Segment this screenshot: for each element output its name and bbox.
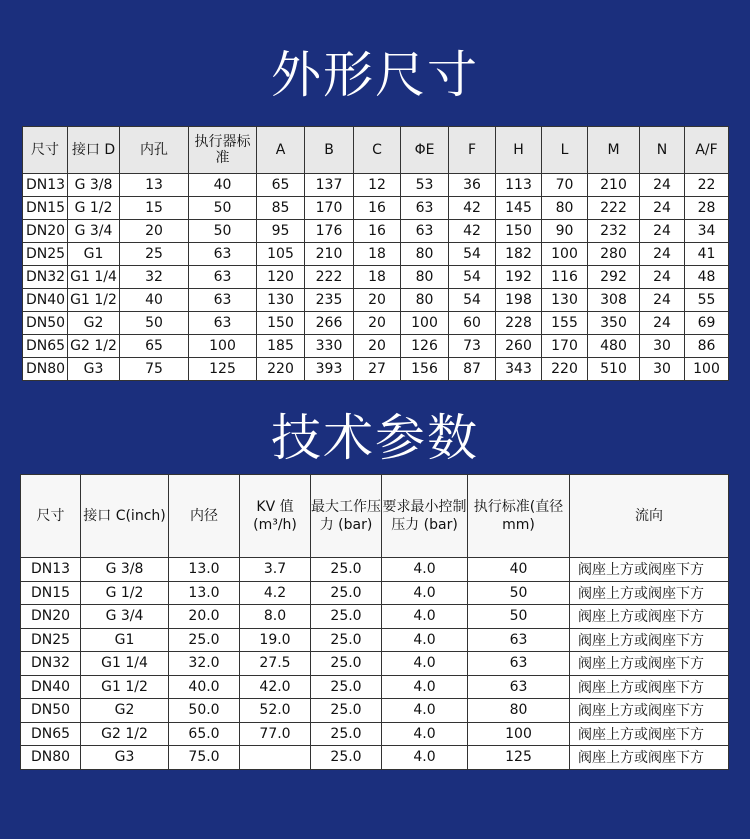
table-cell: 13.0 [169, 581, 240, 605]
table-cell: G3 [68, 358, 120, 381]
table-cell: 192 [496, 266, 542, 289]
table-cell: 75.0 [169, 746, 240, 770]
table-cell: 80 [542, 197, 588, 220]
table-cell: 150 [496, 220, 542, 243]
table-cell: 120 [257, 266, 305, 289]
table-cell: 34 [685, 220, 729, 243]
table-cell: 100 [401, 312, 449, 335]
table-cell: 28 [685, 197, 729, 220]
table-cell: 182 [496, 243, 542, 266]
table-cell: 25.0 [169, 628, 240, 652]
table-cell: G 1/2 [81, 581, 169, 605]
table-cell: DN50 [23, 312, 68, 335]
table-cell: 170 [305, 197, 354, 220]
table-cell: 32.0 [169, 652, 240, 676]
column-header: KV 值 (m³/h) [240, 475, 311, 558]
table-cell: 25.0 [311, 699, 382, 723]
table-cell: 113 [496, 174, 542, 197]
table-cell: 350 [588, 312, 640, 335]
table-row [21, 652, 729, 676]
table-cell: 40 [468, 558, 570, 582]
table-cell: 73 [449, 335, 496, 358]
table-cell: DN32 [23, 266, 68, 289]
table-cell: DN25 [21, 628, 81, 652]
column-header: 执行标准(直径 mm) [468, 475, 570, 558]
table-cell: 63 [468, 628, 570, 652]
table-cell: 343 [496, 358, 542, 381]
table-cell: DN20 [21, 605, 81, 629]
table-cell: 69 [685, 312, 729, 335]
table-cell: 18 [354, 266, 401, 289]
table-cell: 阀座上方或阀座下方 [570, 605, 729, 629]
table-cell: 70 [542, 174, 588, 197]
table-cell: 4.0 [382, 558, 468, 582]
table-cell: 阀座上方或阀座下方 [570, 652, 729, 676]
table-cell: G2 1/2 [81, 722, 169, 746]
table-cell [240, 746, 311, 770]
table-cell: 54 [449, 266, 496, 289]
table-header-row [21, 475, 729, 558]
table-cell: 126 [401, 335, 449, 358]
table-cell: 77.0 [240, 722, 311, 746]
table-cell: 阀座上方或阀座下方 [570, 675, 729, 699]
column-header: 接口 C(inch) [81, 475, 169, 558]
table-cell: 85 [257, 197, 305, 220]
technical-table [20, 474, 729, 770]
table-cell: 185 [257, 335, 305, 358]
table-cell: DN13 [21, 558, 81, 582]
column-header: 流向 [570, 475, 729, 558]
table-cell: 16 [354, 197, 401, 220]
table-cell: 228 [496, 312, 542, 335]
table-row [23, 220, 729, 243]
column-header: C [354, 127, 401, 174]
table-row [23, 312, 729, 335]
table-cell: 220 [542, 358, 588, 381]
table-cell: 36 [449, 174, 496, 197]
table-row [21, 746, 729, 770]
technical-title: 技术参数 [271, 409, 479, 467]
table-cell: 156 [401, 358, 449, 381]
table-cell: 393 [305, 358, 354, 381]
table-row [23, 358, 729, 381]
table-cell: 4.0 [382, 699, 468, 723]
table-cell: DN40 [23, 289, 68, 312]
table-row [21, 722, 729, 746]
table-cell: G1 [68, 243, 120, 266]
table-cell: 80 [401, 289, 449, 312]
column-header: 执行器标准 [189, 127, 257, 174]
table-cell: 125 [189, 358, 257, 381]
table-cell: 54 [449, 243, 496, 266]
table-cell: G 3/4 [68, 220, 120, 243]
table-row [23, 174, 729, 197]
table-row [21, 605, 729, 629]
table-cell: G1 1/2 [81, 675, 169, 699]
table-cell: G1 1/2 [68, 289, 120, 312]
table-cell: 87 [449, 358, 496, 381]
table-cell: 4.0 [382, 722, 468, 746]
column-header: F [449, 127, 496, 174]
table-cell: 40 [120, 289, 189, 312]
table-header-row [23, 127, 729, 174]
table-cell: 24 [640, 312, 685, 335]
table-cell: G2 [68, 312, 120, 335]
table-cell: G1 1/4 [68, 266, 120, 289]
column-header: A [257, 127, 305, 174]
table-cell: DN40 [21, 675, 81, 699]
table-cell: 75 [120, 358, 189, 381]
table-cell: 24 [640, 289, 685, 312]
table-row [23, 243, 729, 266]
table-cell: G3 [81, 746, 169, 770]
table-cell: 阀座上方或阀座下方 [570, 581, 729, 605]
table-cell: 20 [120, 220, 189, 243]
table-cell: 41 [685, 243, 729, 266]
table-row [23, 289, 729, 312]
table-cell: 480 [588, 335, 640, 358]
table-cell: 40.0 [169, 675, 240, 699]
table-cell: 80 [401, 243, 449, 266]
column-header: ΦE [401, 127, 449, 174]
table-cell: 210 [588, 174, 640, 197]
table-cell: 25.0 [311, 722, 382, 746]
table-cell: 19.0 [240, 628, 311, 652]
table-cell: 25.0 [311, 628, 382, 652]
table-cell: 32 [120, 266, 189, 289]
table-cell: 54 [449, 289, 496, 312]
column-header: B [305, 127, 354, 174]
table-cell: 阀座上方或阀座下方 [570, 558, 729, 582]
table-cell: 63 [189, 266, 257, 289]
table-cell: DN32 [21, 652, 81, 676]
column-header: L [542, 127, 588, 174]
table-cell: 65 [120, 335, 189, 358]
table-cell: 308 [588, 289, 640, 312]
table-cell: 4.0 [382, 628, 468, 652]
table-cell: 137 [305, 174, 354, 197]
table-cell: 280 [588, 243, 640, 266]
table-cell: 12 [354, 174, 401, 197]
table-cell: 100 [685, 358, 729, 381]
column-header: 最大工作压力 (bar) [311, 475, 382, 558]
table-cell: 266 [305, 312, 354, 335]
table-cell: DN65 [23, 335, 68, 358]
table-cell: G 3/8 [81, 558, 169, 582]
table-cell: 15 [120, 197, 189, 220]
table-cell: DN25 [23, 243, 68, 266]
table-cell: 3.7 [240, 558, 311, 582]
table-cell: 63 [189, 243, 257, 266]
table-cell: G 3/4 [81, 605, 169, 629]
table-cell: G 3/8 [68, 174, 120, 197]
dimensions-table [22, 126, 729, 381]
table-cell: 8.0 [240, 605, 311, 629]
table-cell: G2 1/2 [68, 335, 120, 358]
table-cell: 40 [189, 174, 257, 197]
table-cell: DN20 [23, 220, 68, 243]
table-cell: 130 [542, 289, 588, 312]
table-cell: 330 [305, 335, 354, 358]
table-cell: 25.0 [311, 558, 382, 582]
table-cell: DN65 [21, 722, 81, 746]
table-cell: 25.0 [311, 746, 382, 770]
table-cell: 63 [401, 197, 449, 220]
table-cell: 48 [685, 266, 729, 289]
table-cell: 292 [588, 266, 640, 289]
table-cell: 4.0 [382, 675, 468, 699]
table-cell: 232 [588, 220, 640, 243]
table-cell: DN15 [21, 581, 81, 605]
table-cell: 100 [542, 243, 588, 266]
column-header: 尺寸 [21, 475, 81, 558]
table-cell: 24 [640, 220, 685, 243]
table-cell: 阀座上方或阀座下方 [570, 699, 729, 723]
table-cell: 55 [685, 289, 729, 312]
table-cell: 53 [401, 174, 449, 197]
table-cell: 阀座上方或阀座下方 [570, 628, 729, 652]
table-row [23, 335, 729, 358]
table-cell: 60 [449, 312, 496, 335]
column-header: 要求最小控制压力 (bar) [382, 475, 468, 558]
table-cell: 20 [354, 289, 401, 312]
table-cell: 65.0 [169, 722, 240, 746]
column-header: 接口 D [68, 127, 120, 174]
table-cell: G 1/2 [68, 197, 120, 220]
table-cell: 4.0 [382, 746, 468, 770]
table-cell: 105 [257, 243, 305, 266]
table-cell: 42 [449, 197, 496, 220]
table-cell: 63 [189, 312, 257, 335]
table-cell: 27 [354, 358, 401, 381]
table-cell: G2 [81, 699, 169, 723]
table-cell: 155 [542, 312, 588, 335]
table-cell: 13 [120, 174, 189, 197]
table-cell: 116 [542, 266, 588, 289]
table-cell: DN50 [21, 699, 81, 723]
table-row [23, 266, 729, 289]
table-cell: 63 [468, 652, 570, 676]
table-cell: DN80 [23, 358, 68, 381]
table-cell: 100 [468, 722, 570, 746]
table-row [21, 699, 729, 723]
table-cell: 50 [468, 605, 570, 629]
table-cell: 20 [354, 312, 401, 335]
table-cell: 30 [640, 335, 685, 358]
table-cell: 18 [354, 243, 401, 266]
table-cell: 65 [257, 174, 305, 197]
table-cell: 80 [468, 699, 570, 723]
table-row [21, 581, 729, 605]
table-cell: 130 [257, 289, 305, 312]
table-cell: 260 [496, 335, 542, 358]
table-cell: 63 [189, 289, 257, 312]
table-cell: 4.2 [240, 581, 311, 605]
table-cell: 63 [401, 220, 449, 243]
table-cell: G1 [81, 628, 169, 652]
table-cell: 25.0 [311, 675, 382, 699]
table-cell: 24 [640, 174, 685, 197]
table-cell: 24 [640, 197, 685, 220]
table-row [21, 675, 729, 699]
table-cell: 95 [257, 220, 305, 243]
table-row [23, 197, 729, 220]
table-cell: 4.0 [382, 581, 468, 605]
column-header: M [588, 127, 640, 174]
table-cell: 80 [401, 266, 449, 289]
table-cell: 20 [354, 335, 401, 358]
table-cell: 42 [449, 220, 496, 243]
table-cell: 170 [542, 335, 588, 358]
table-row [21, 628, 729, 652]
table-cell: 30 [640, 358, 685, 381]
table-cell: 20.0 [169, 605, 240, 629]
table-cell: 222 [588, 197, 640, 220]
table-cell: 22 [685, 174, 729, 197]
table-cell: 25.0 [311, 605, 382, 629]
table-cell: 150 [257, 312, 305, 335]
column-header: 内径 [169, 475, 240, 558]
table-cell: 50.0 [169, 699, 240, 723]
table-cell: 25 [120, 243, 189, 266]
dimensions-title: 外形尺寸 [271, 46, 479, 104]
table-cell: 220 [257, 358, 305, 381]
table-cell: 阀座上方或阀座下方 [570, 746, 729, 770]
table-cell: 阀座上方或阀座下方 [570, 722, 729, 746]
column-header: 内孔 [120, 127, 189, 174]
column-header: 尺寸 [23, 127, 68, 174]
table-cell: 27.5 [240, 652, 311, 676]
table-cell: 100 [189, 335, 257, 358]
table-cell: 25.0 [311, 581, 382, 605]
table-cell: 42.0 [240, 675, 311, 699]
table-cell: 510 [588, 358, 640, 381]
table-row [21, 558, 729, 582]
table-cell: 198 [496, 289, 542, 312]
table-cell: 25.0 [311, 652, 382, 676]
table-cell: G1 1/4 [81, 652, 169, 676]
table-cell: 222 [305, 266, 354, 289]
table-cell: 235 [305, 289, 354, 312]
table-cell: DN13 [23, 174, 68, 197]
table-cell: 24 [640, 266, 685, 289]
column-header: H [496, 127, 542, 174]
table-cell: 50 [189, 220, 257, 243]
column-header: N [640, 127, 685, 174]
table-cell: 50 [189, 197, 257, 220]
table-cell: DN15 [23, 197, 68, 220]
table-cell: 24 [640, 243, 685, 266]
table-cell: 210 [305, 243, 354, 266]
table-cell: 125 [468, 746, 570, 770]
table-cell: 50 [468, 581, 570, 605]
table-cell: 4.0 [382, 652, 468, 676]
table-cell: 176 [305, 220, 354, 243]
table-cell: 63 [468, 675, 570, 699]
table-cell: 52.0 [240, 699, 311, 723]
column-header: A/F [685, 127, 729, 174]
table-cell: DN80 [21, 746, 81, 770]
table-cell: 16 [354, 220, 401, 243]
table-cell: 13.0 [169, 558, 240, 582]
table-cell: 86 [685, 335, 729, 358]
table-cell: 4.0 [382, 605, 468, 629]
table-cell: 145 [496, 197, 542, 220]
table-cell: 50 [120, 312, 189, 335]
table-cell: 90 [542, 220, 588, 243]
